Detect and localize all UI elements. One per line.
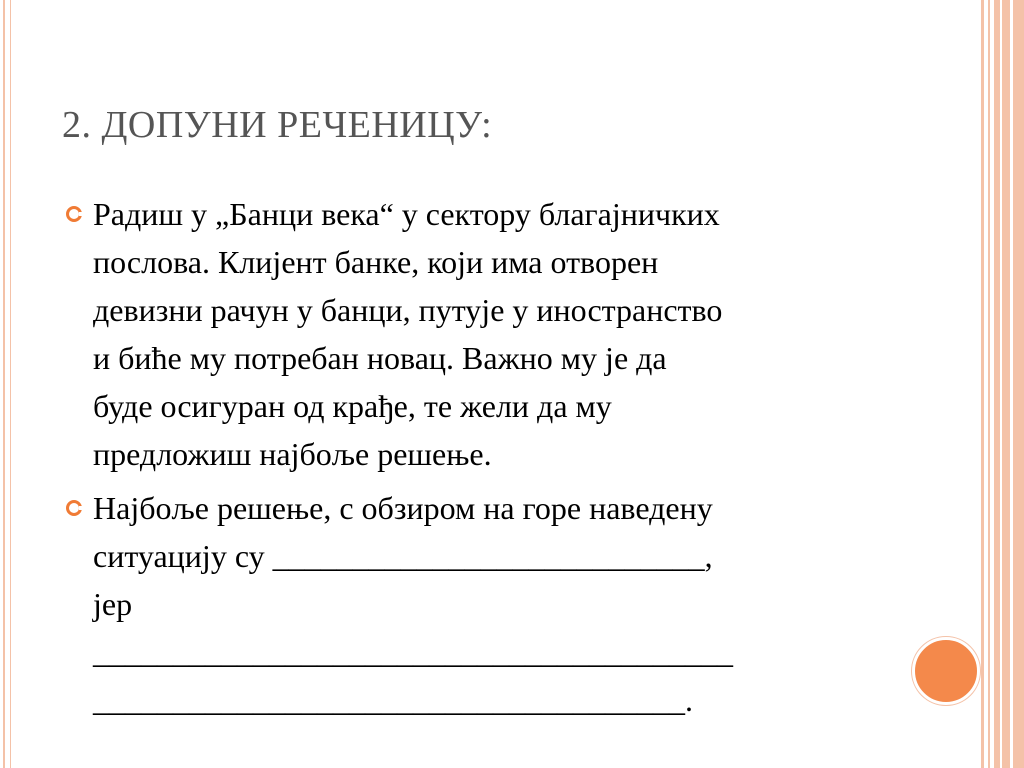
decorative-circle <box>912 637 980 705</box>
slide-content <box>66 190 886 730</box>
right-border-line-thin <box>988 0 990 768</box>
left-border-line-thin <box>10 0 11 768</box>
fill-in-blank-line: ________________________________________ <box>93 634 733 670</box>
bullet-item <box>66 484 886 724</box>
slide-title: 2. ДОПУНИ РЕЧЕНИЦУ: <box>62 104 493 146</box>
bullet-text-line: Радиш у „Банци века“ у сектору благајничких <box>93 196 720 232</box>
left-border-line <box>3 0 5 768</box>
right-band-stripe <box>1000 0 1002 768</box>
bullet-text-line: послова. Клијент банке, који има отворен <box>93 244 659 280</box>
fill-in-blank-line: _____________________________________. <box>93 682 693 718</box>
right-border-band <box>994 0 1024 768</box>
bullet-item <box>66 190 886 478</box>
right-border-line <box>981 0 984 768</box>
fill-in-blank-line: ситуацију су ___________________________, <box>93 538 713 574</box>
right-band-stripe <box>1010 0 1013 768</box>
bullet-ring-icon <box>66 206 82 222</box>
bullet-text-line: предложиш најбоље решење. <box>93 436 492 472</box>
bullet-text-line: и биће му потребан новац. Важно му је да <box>93 340 667 376</box>
bullet-text-line: девизни рачун у банци, путује у иностранство <box>93 292 723 328</box>
bullet-text-line: буде осигуран од крађе, те жели да му <box>93 388 612 424</box>
bullet-text-line: јер <box>93 586 133 622</box>
bullet-ring-icon <box>66 500 82 516</box>
bullet-text-line: Најбоље решење, с обзиром на горе наведену <box>93 490 713 526</box>
